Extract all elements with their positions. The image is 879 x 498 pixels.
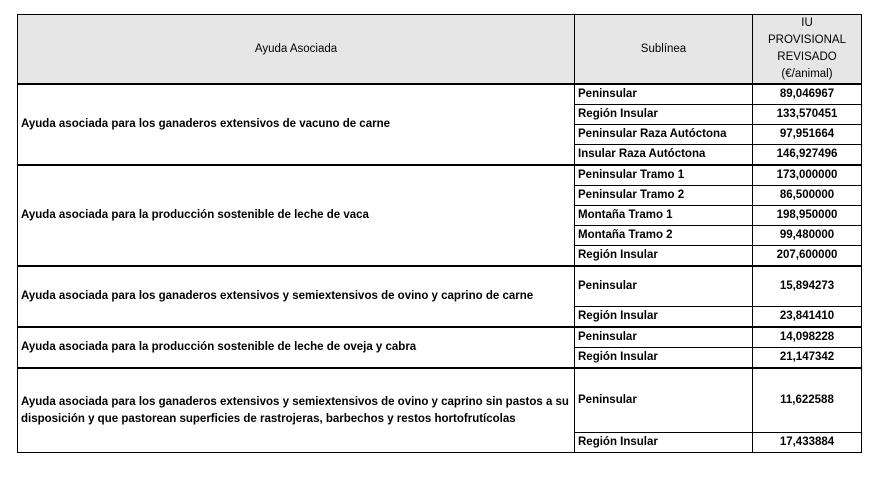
value-cell: 17,433884 [753, 433, 862, 453]
header-iu-line: IU [801, 17, 813, 29]
subline-cell: Peninsular Raza Autóctona [575, 125, 753, 145]
value-cell: 173,000000 [753, 165, 862, 186]
header-iu [753, 15, 862, 85]
table-row [18, 327, 862, 348]
header-aid: Ayuda Asociada [18, 15, 575, 85]
header-iu-line: PROVISIONAL [768, 34, 846, 46]
subline-cell: Montaña Tramo 1 [575, 206, 753, 226]
subline-cell: Peninsular Tramo 2 [575, 186, 753, 206]
header-iu-line: (€/animal) [781, 68, 833, 80]
value-cell: 23,841410 [753, 307, 862, 328]
table-header-row [18, 15, 862, 85]
value-cell: 11,622588 [753, 368, 862, 433]
subline-cell: Región Insular [575, 105, 753, 125]
table-row [18, 368, 862, 433]
value-cell: 99,480000 [753, 226, 862, 246]
subline-cell: Peninsular [575, 84, 753, 105]
table-row [18, 266, 862, 307]
subline-cell: Insular Raza Autóctona [575, 145, 753, 166]
aid-cell: Ayuda asociada para los ganaderos extensivos y semiextensivos de ovino y caprino sin pastos a su disposición y que pastorean superficies de rastrojeras, barbechos y restos hortofrutícolas [18, 368, 575, 453]
table-row [18, 165, 862, 186]
aid-cell: Ayuda asociada para los ganaderos extensivos y semiextensivos de ovino y caprino de carne [18, 266, 575, 327]
subline-cell: Región Insular [575, 348, 753, 369]
aid-cell: Ayuda asociada para la producción sostenible de leche de oveja y cabra [18, 327, 575, 368]
subline-cell: Peninsular [575, 368, 753, 433]
subline-cell: Región Insular [575, 246, 753, 267]
value-cell: 21,147342 [753, 348, 862, 369]
subline-cell: Montaña Tramo 2 [575, 226, 753, 246]
header-iu-line: REVISADO [777, 51, 837, 63]
aid-cell: Ayuda asociada para la producción sostenible de leche de vaca [18, 165, 575, 266]
aid-cell: Ayuda asociada para los ganaderos extensivos de vacuno de carne [18, 84, 575, 165]
value-cell: 97,951664 [753, 125, 862, 145]
value-cell: 89,046967 [753, 84, 862, 105]
value-cell: 207,600000 [753, 246, 862, 267]
subline-cell: Peninsular [575, 266, 753, 307]
subline-cell: Peninsular [575, 327, 753, 348]
value-cell: 133,570451 [753, 105, 862, 125]
value-cell: 198,950000 [753, 206, 862, 226]
value-cell: 146,927496 [753, 145, 862, 166]
subline-cell: Región Insular [575, 433, 753, 453]
aid-table [17, 14, 862, 453]
subline-cell: Peninsular Tramo 1 [575, 165, 753, 186]
value-cell: 14,098228 [753, 327, 862, 348]
header-subline: Sublínea [575, 15, 753, 85]
value-cell: 15,894273 [753, 266, 862, 307]
table-row [18, 84, 862, 105]
subline-cell: Región Insular [575, 307, 753, 328]
value-cell: 86,500000 [753, 186, 862, 206]
